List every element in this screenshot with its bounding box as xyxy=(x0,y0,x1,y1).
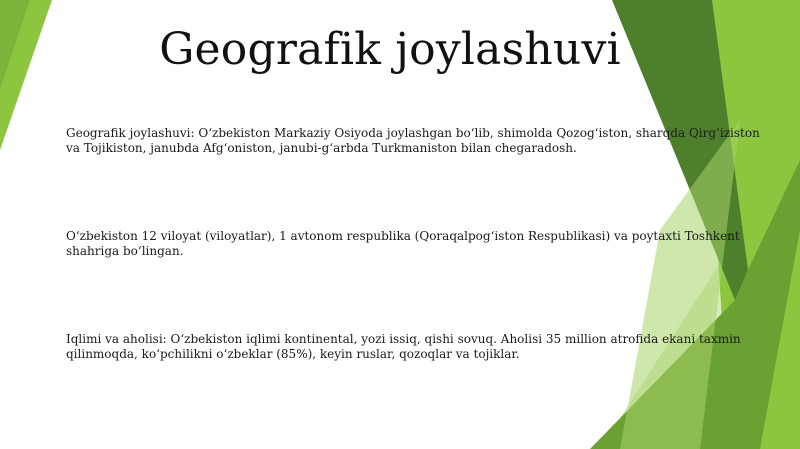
paragraph-location: Geografik joylashuvi: O‘zbekiston Markaziy Osiyoda joylashgan bo‘lib, shimolda Qozog‘iston, sharqda Qirg‘iziston va Tojikiston, janubda Afg‘oniston, janubi-g‘arbda Turkmaniston bilan chegaradosh. xyxy=(66,126,760,155)
paragraph-divisions: O‘zbekiston 12 viloyat (viloyatlar), 1 avtonom respublika (Qoraqalpog‘iston Respublikasi) va poytaxti Toshkent shahriga bo‘lingan. xyxy=(66,229,740,258)
slide-title: Geografik joylashuvi xyxy=(159,24,621,75)
paragraph-climate-population: Iqlimi va aholisi: O‘zbekiston iqlimi kontinental, yozi issiq, qishi sovuq. Aholisi 35 million atrofida ekani taxmin qilinmoqda, ko‘pchilikni o‘zbeklar (85%), keyin ruslar, qozoqlar va tojiklar. xyxy=(66,332,741,361)
